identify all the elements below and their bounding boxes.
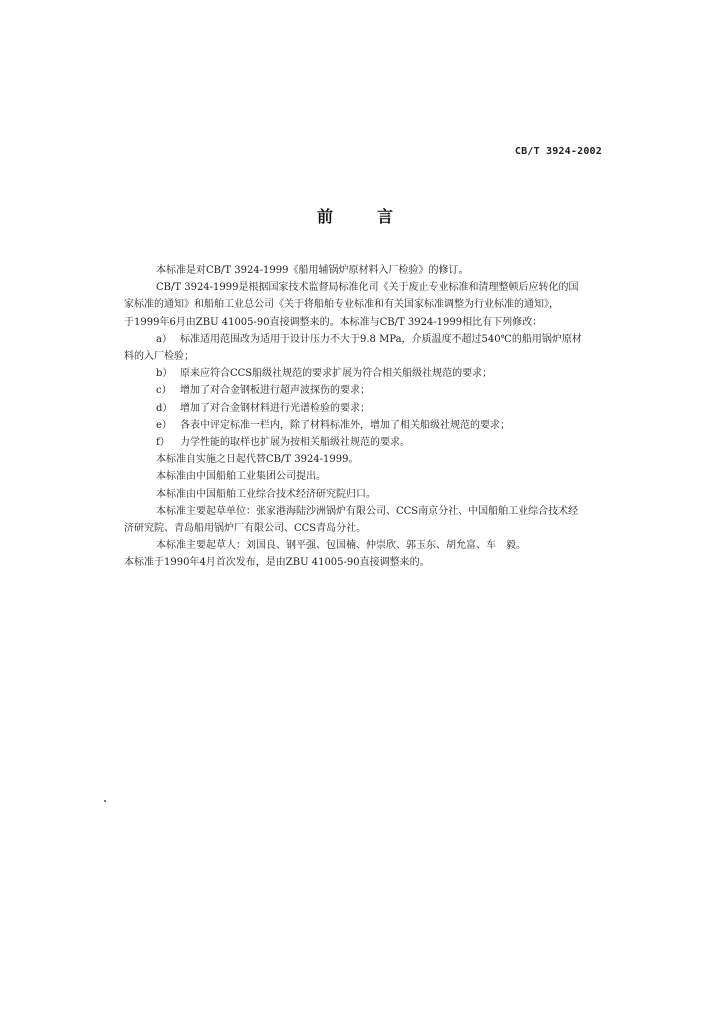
paragraph-drafters: 本标准主要起草人：刘国良、钢平强、包国楠、仲崇欣、郭玉东、胡允富、车 毅。 — [156, 540, 526, 552]
list-item-c-label: c） — [156, 385, 172, 397]
list-item-f — [136, 434, 604, 451]
list-item-b — [136, 365, 604, 382]
list-item-a-continuation: 料的入厂检验； — [124, 351, 194, 363]
paragraph-revision: 本标准是对CB/T 3924-1999《船用辅锅炉原材料入厂检验》的修订。 — [156, 265, 469, 276]
list-item-e — [136, 417, 604, 434]
list-item-a-text: 标准适用范围改为适用于设计压力不大于9.8 MPa，介质温度不超过540℃的船用锅炉原材 — [180, 333, 582, 345]
list-item-e-text: 各表中评定标准一栏内，除了材料标准外，增加了相关船级社规范的要求； — [180, 419, 510, 431]
list-item-d-text: 增加了对合金钢材料进行光谱检验的要求； — [180, 402, 370, 414]
paragraph-first-release: 本标准于1990年4月首次发布，是由ZBU 41005-90直接调整来的。 — [124, 557, 430, 569]
list-item-b-label: b） — [156, 368, 173, 380]
paragraph-drafting-units-line-1: 本标准主要起草单位：张家港海陆沙洲锅炉有限公司、CCS南京分社、中国船舶工业综合技术经 — [156, 505, 579, 517]
list-item-e-label: e） — [156, 419, 172, 431]
list-item-a — [136, 331, 604, 348]
page-title: 前 言 — [316, 207, 407, 226]
list-item-f-label: f） — [156, 437, 170, 449]
paragraph-origin-line-3: 于1999年6月由ZBU 41005-90直接调整来的。本标准与CB/T 3924-1999相比有下列修改： — [124, 316, 543, 328]
foreword-body — [124, 262, 604, 572]
list-item-c — [136, 382, 604, 399]
paragraph-replaces: 本标准自实施之日起代替CB/T 3924-1999。 — [156, 454, 359, 466]
paragraph-drafting-units-line-2: 济研究院、青岛船用锅炉厂有限公司、CCS青岛分社。 — [124, 523, 367, 535]
list-item-b-text: 原来应符合CCS船级社规范的要求扩展为符合相关船级社规范的要求； — [180, 368, 493, 380]
paragraph-origin-line-2: 家标准的通知》和船舶工业总公司《关于将船舶专业标准和有关国家标准调整为行业标准的通知》， — [124, 299, 559, 311]
scan-speck — [104, 800, 106, 802]
paragraph-proposed-by: 本标准由中国船舶工业集团公司提出。 — [156, 471, 326, 483]
paragraph-managed-by: 本标准由中国船舶工业综合技术经济研究院归口。 — [156, 488, 376, 500]
list-item-f-text: 力学性能的取样也扩展为按相关船级社规范的要求。 — [180, 437, 410, 449]
list-item-d-label: d） — [156, 402, 173, 414]
list-item-d — [136, 400, 604, 417]
standard-code: CB/T 3924-2002 — [514, 146, 602, 157]
list-item-c-text: 增加了对合金钢板进行超声波探伤的要求； — [180, 385, 370, 397]
list-item-a-label: a） — [156, 333, 172, 345]
paragraph-origin-line-1: CB/T 3924-1999是根据国家技术监督局标准化司《关于废止专业标准和清理整顿后应转化的国 — [156, 282, 579, 294]
